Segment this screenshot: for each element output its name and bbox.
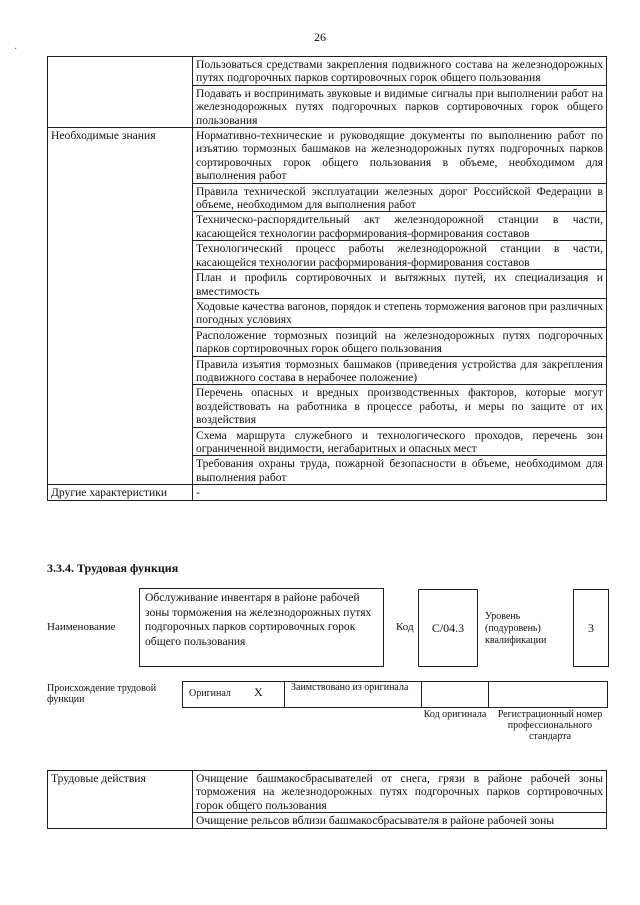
divider [284, 681, 285, 707]
table-cell: План и профиль сортировочных и вытяжных путей, их специализация и вместимость [193, 270, 607, 299]
table-cell: Подавать и воспринимать звуковые и видимые сигналы при выполнении работ на железнодорожных путях подгорочных парков сортировочных горок общего пользования [193, 85, 607, 127]
table-cell: Техническо-распорядительный акт железнодорожной станции в части, касающейся технологии расформирования-формирования составов [193, 212, 607, 241]
skills-knowledge-table [47, 56, 607, 501]
scan-mark: · [14, 44, 18, 55]
level-label: Уровень (подуровень) квалификации [485, 611, 547, 646]
row-label-other: Другие характеристики [48, 485, 193, 500]
table-cell: Перечень опасных и вредных производственных факторов, которые могут воздействовать на работника в процессе работы, и меры по защите от их воздействия [193, 385, 607, 427]
divider [488, 681, 489, 707]
original-label: Оригинал [189, 688, 231, 699]
row-label [48, 57, 193, 128]
table-cell: Нормативно-технические и руководящие документы по выполнению работ по изъятию тормозных башмаков на железнодорожных путях подгорочных парков сортировочных горок общего пользования в объеме, необходимом для выполнения работ [193, 128, 607, 184]
caption-code: Код оригинала [423, 709, 487, 720]
row-label-knowledge: Необходимые знания [48, 128, 193, 485]
divider [421, 681, 422, 707]
table-cell: Правила технической эксплуатации железных дорог Российской Федерации в объеме, необходимом для выполнения работ [193, 183, 607, 212]
level-value: 3 [588, 621, 594, 635]
table-cell: Правила изъятия тормозных башмаков (приведения устройства для закрепления подвижного состава в нерабочее положение) [193, 356, 607, 385]
table-cell: Технологический процесс работы железнодорожной станции в части, касающейся технологии расформирования-формирования составов [193, 241, 607, 270]
table-row [48, 771, 607, 813]
row-label-actions: Трудовые действия [48, 771, 193, 829]
work-actions-table [47, 770, 607, 829]
function-name: Обслуживание инвентаря в районе рабочей зоны торможения на железнодорожных путях подгорочных парков сортировочных горок общего пользования [145, 591, 372, 648]
table-cell: Очищение башмакосбрасывателей от снега, грязи в районе рабочей зоны торможения на железнодорожных путях подгорочных парков сортировочных горок общего пользования [193, 771, 607, 813]
caption-reg: Регистрационный номер профессионального стандарта [497, 709, 603, 742]
table-cell: - [193, 485, 607, 500]
table-cell: Ходовые качества вагонов, порядок и степень торможения вагонов при различных погодных условиях [193, 298, 607, 327]
level-box [573, 589, 609, 667]
table-cell: Схема маршрута служебного и технологического проходов, перечень зон ограниченной видимости, негабаритных и опасных мест [193, 427, 607, 456]
code-label: Код [396, 621, 414, 633]
origin-label: Происхождение трудовой функции [47, 683, 157, 705]
original-mark: X [254, 685, 263, 699]
table-cell: Очищение рельсов вблизи башмакосбрасывателя в районе рабочей зоны [193, 813, 607, 828]
code-value: C/04.3 [431, 621, 465, 635]
code-box [418, 589, 478, 667]
page-number: 26 [314, 30, 326, 44]
table-cell: Пользоваться средствами закрепления подвижного состава на железнодорожных путях подгорочных парков сортировочных горок общего пользования [193, 57, 607, 86]
table-row [48, 128, 607, 184]
name-label: Наименование [47, 621, 116, 633]
table-cell: Требования охраны труда, пожарной безопасности в объеме, необходимом для выполнения работ [193, 456, 607, 485]
borrowed-label: Заимствовано из оригинала [291, 682, 409, 693]
name-box [139, 588, 384, 667]
table-row [48, 57, 607, 86]
table-row [48, 485, 607, 500]
section-title: 3.3.4. Трудовая функция [47, 561, 179, 575]
table-cell: Расположение тормозных позиций на железнодорожных путях подгорочных парков сортировочных горок общего пользования [193, 327, 607, 356]
